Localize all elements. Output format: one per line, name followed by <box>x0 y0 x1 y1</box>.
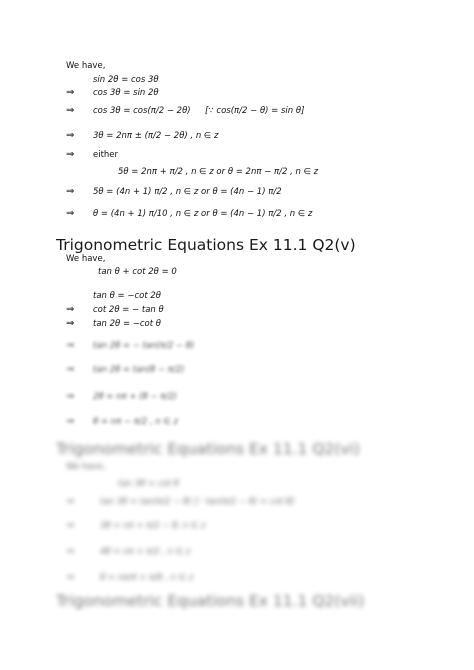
implies-arrow: ⇒ <box>66 496 75 507</box>
equation-line: cos 3θ = cos(π/2 − 2θ) <box>93 106 191 116</box>
equation-line: 4θ = nπ + π/2 , n ∈ z <box>100 547 191 557</box>
equation-line: tan 3θ = cot θ <box>118 479 179 489</box>
we-have-label: We have, <box>66 254 106 264</box>
implies-arrow: ⇒ <box>66 546 75 557</box>
equation-line: tan 2θ = −cot θ <box>93 319 161 329</box>
equation-line: tan θ = −cot 2θ <box>93 291 161 301</box>
equation-line: tan 3θ = tan(π/2 − θ) [∵ tan(π/2 − θ) = cot θ] <box>100 497 295 507</box>
equation-line: 2θ = nπ + (θ − π/2) <box>93 392 177 402</box>
equation-line: sin 2θ = cos 3θ <box>93 75 159 85</box>
equation-line: tan θ + cot 2θ = 0 <box>98 267 177 277</box>
we-have-label: We have, <box>66 61 106 71</box>
implies-arrow: ⇒ <box>66 149 75 160</box>
equation-line: θ = nπ − π/2 , n ∈ z <box>93 417 178 427</box>
equation-line: 3θ = 2nπ ± (π/2 − 2θ) , n ∈ z <box>93 131 219 141</box>
equation-line: 5θ = 2nπ + π/2 , n ∈ z or θ = 2nπ − π/2 , n ∈ z <box>118 167 319 177</box>
implies-arrow: ⇒ <box>66 130 75 141</box>
section-heading: Trigonometric Equations Ex 11.1 Q2(v) <box>56 236 356 254</box>
implies-arrow: ⇒ <box>66 105 75 116</box>
we-have-label: We have, <box>66 462 106 472</box>
section-heading: Trigonometric Equations Ex 11.1 Q2(vii) <box>56 592 365 610</box>
equation-line: cot 2θ = − tan θ <box>93 305 164 315</box>
equation-line: 3θ = nπ + π/2 − θ, n ∈ z <box>100 521 206 531</box>
section-heading: Trigonometric Equations Ex 11.1 Q2(vi) <box>56 440 360 458</box>
equation-note: [∵ cos(π/2 − θ) = sin θ] <box>205 106 305 116</box>
implies-arrow: ⇒ <box>66 340 75 351</box>
implies-arrow: ⇒ <box>66 318 75 329</box>
implies-arrow: ⇒ <box>66 186 75 197</box>
equation-line: cos 3θ = sin 2θ <box>93 88 159 98</box>
implies-arrow: ⇒ <box>66 520 75 531</box>
implies-arrow: ⇒ <box>66 208 75 219</box>
implies-arrow: ⇒ <box>66 391 75 402</box>
either-label: either <box>93 150 119 160</box>
equation-line: θ = (4n + 1) π/10 , n ∈ z or θ = (4n − 1) π/2 , n ∈ z <box>93 209 313 219</box>
equation-line: tan 2θ = tan(θ − π/2) <box>93 365 185 375</box>
implies-arrow: ⇒ <box>66 572 75 583</box>
equation-line: 5θ = (4n + 1) π/2 , n ∈ z or θ = (4n − 1) π/2 <box>93 187 282 197</box>
implies-arrow: ⇒ <box>66 87 75 98</box>
equation-line: tan 2θ = − tan(π/2 − θ) <box>93 341 195 351</box>
implies-arrow: ⇒ <box>66 416 75 427</box>
equation-line: θ = nπ/4 + π/8 , n ∈ z <box>100 573 194 583</box>
implies-arrow: ⇒ <box>66 364 75 375</box>
implies-arrow: ⇒ <box>66 304 75 315</box>
